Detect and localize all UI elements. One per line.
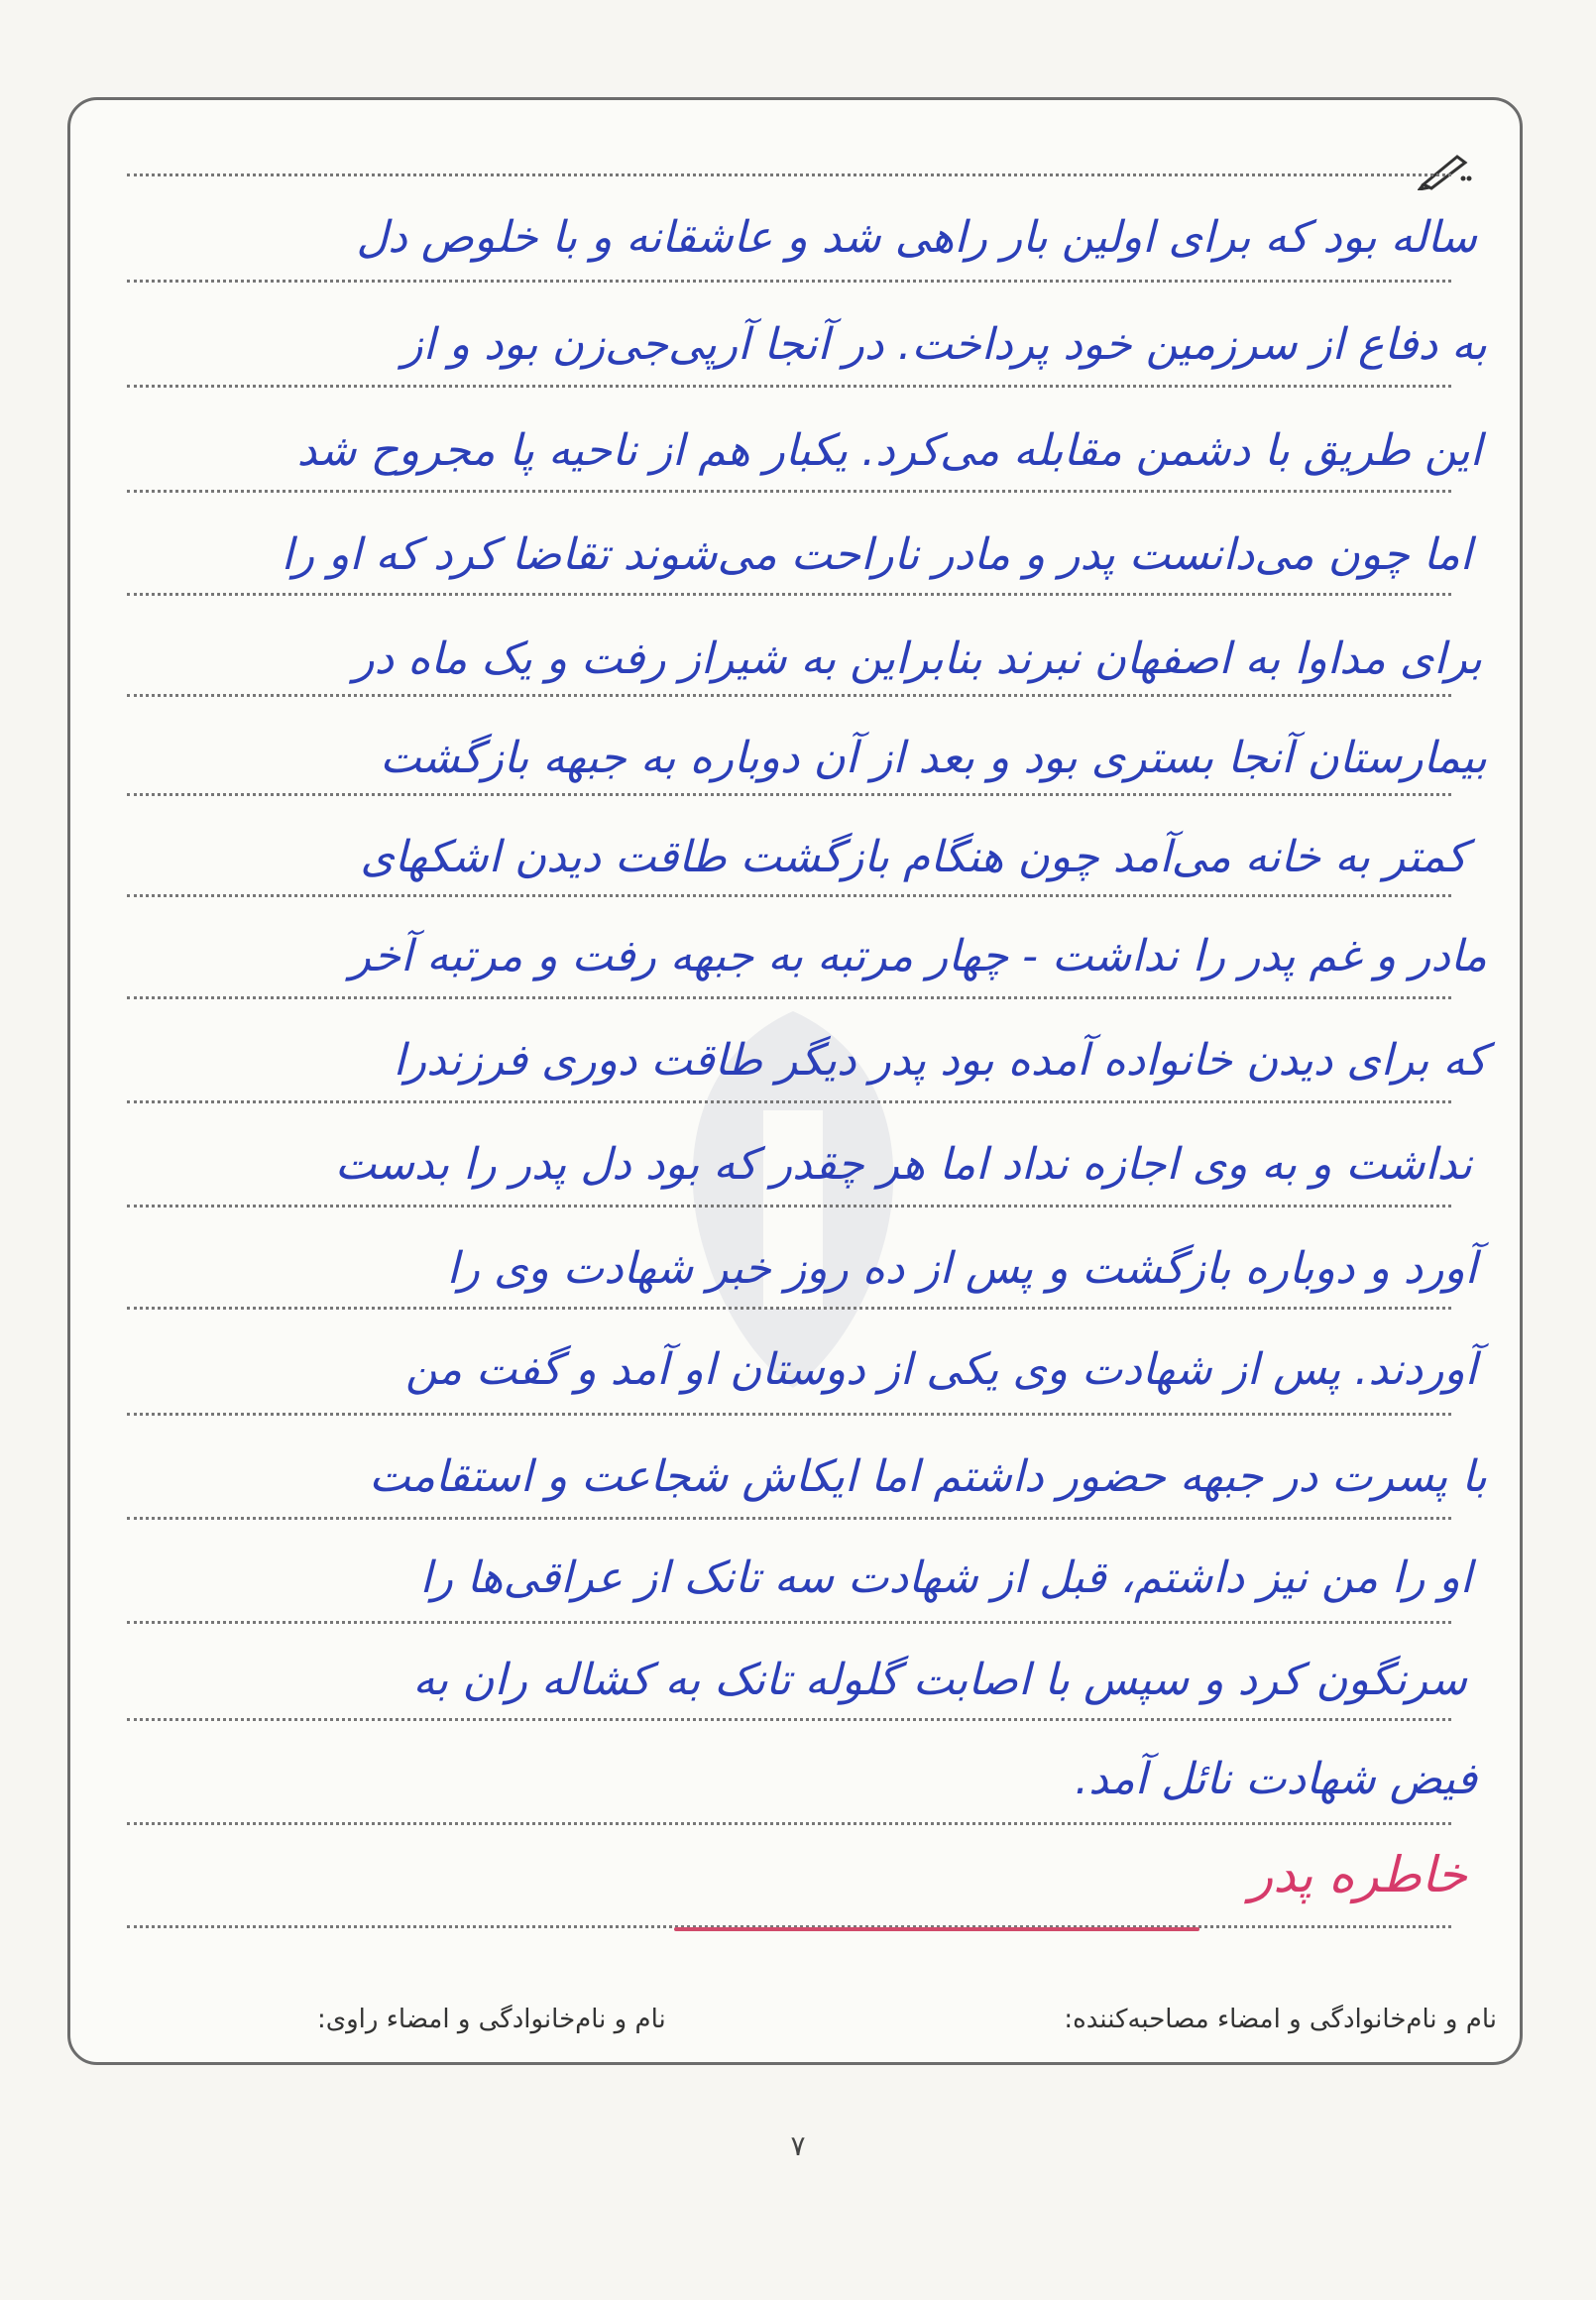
- ruled-line: [127, 385, 1451, 388]
- handwriting-line: فیض شهادت نائل آمد.: [1075, 1754, 1477, 1804]
- handwriting-line: بە دفاع از سرزمین خود پرداخت. در آنجا آرپی‌جی‌زن بود و از: [401, 319, 1487, 370]
- ruled-line: [127, 793, 1451, 796]
- handwriting-line: آوردند. پس از شهادت وی یکی از دوستان او آمد و گفت من: [404, 1344, 1477, 1395]
- pen-writing-icon: [1418, 151, 1473, 190]
- page-number: ۷: [790, 2129, 806, 2162]
- ruled-line: [127, 1307, 1451, 1310]
- ruled-line: [127, 1205, 1451, 1208]
- ruled-line: [127, 996, 1451, 999]
- ruled-line: [127, 1517, 1451, 1520]
- handwriting-line: نداشت و بە وی اجازە نداد اما هر چقدر کە بود دل پدر را بدست: [334, 1139, 1472, 1190]
- handwriting-line: این طریق با دشمن مقابلە می‌کرد. یکبار هم از ناحیە پا مجروح شد: [296, 425, 1482, 476]
- handwriting-line: برای مداوا بە اصفهان نبرند بنابراین بە شیراز رفت و یک ماه در: [353, 633, 1482, 684]
- signature-underline: [674, 1927, 1199, 1931]
- handwriting-line: سرنگون کرد و سپس با اصابت گلولە تانک بە کشالە ران بە: [412, 1655, 1467, 1705]
- ruled-line: [127, 1413, 1451, 1416]
- handwriting-line: کە برای دیدن خانوادە آمدە بود پدر دیگر طاقت دوری فرزندرا: [393, 1035, 1487, 1086]
- handwriting-line: بیمارستان آنجا بستری بود و بعد از آن دوبارە بە جبهە بازگشت: [380, 733, 1487, 783]
- ruled-line: [127, 694, 1451, 697]
- interviewer-signature-label: نام و نام‌خانوادگی و امضاء مصاحبه‌کننده:: [1064, 2005, 1497, 2034]
- narrator-signature-label: نام و نام‌خانوادگی و امضاء راوی:: [317, 2005, 666, 2034]
- ruled-line: [127, 894, 1451, 897]
- ruled-line: [127, 1621, 1451, 1624]
- ruled-line: [127, 490, 1451, 493]
- ruled-line: [127, 280, 1451, 283]
- ruled-line: [127, 1100, 1451, 1103]
- ruled-line: [127, 1718, 1451, 1721]
- signature-note: خاطره پدر: [1249, 1846, 1467, 1903]
- handwriting-line: اما چون می‌دانست پدر و مادر ناراحت می‌شوند تقاضا کرد کە او را: [281, 529, 1472, 580]
- handwriting-line: کمتر بە خانە می‌آمد چون هنگام بازگشت طاقت دیدن اشکهای: [360, 832, 1467, 882]
- ruled-line: [127, 593, 1451, 596]
- handwriting-line: مادر و غم پدر را نداشت - چهار مرتبە بە جبهە رفت و مرتبە آخر: [349, 931, 1487, 981]
- handwriting-line: با پسرت در جبهە حضور داشتم اما ایکاش شجاعت و استقامت: [369, 1451, 1487, 1502]
- handwriting-line: او را من نیز داشتم، قبل از شهادت سە تانک از عراقی‌ها را: [419, 1552, 1472, 1603]
- handwriting-line: سالە بود کە برای اولین بار راهی شد و عاشقانە و با خلوص دل: [356, 212, 1477, 263]
- handwriting-line: آورد و دوبارە بازگشت و پس از دە روز خبر شهادت وی را: [446, 1243, 1477, 1294]
- ruled-line: [127, 1822, 1451, 1825]
- ruled-line: [127, 173, 1451, 176]
